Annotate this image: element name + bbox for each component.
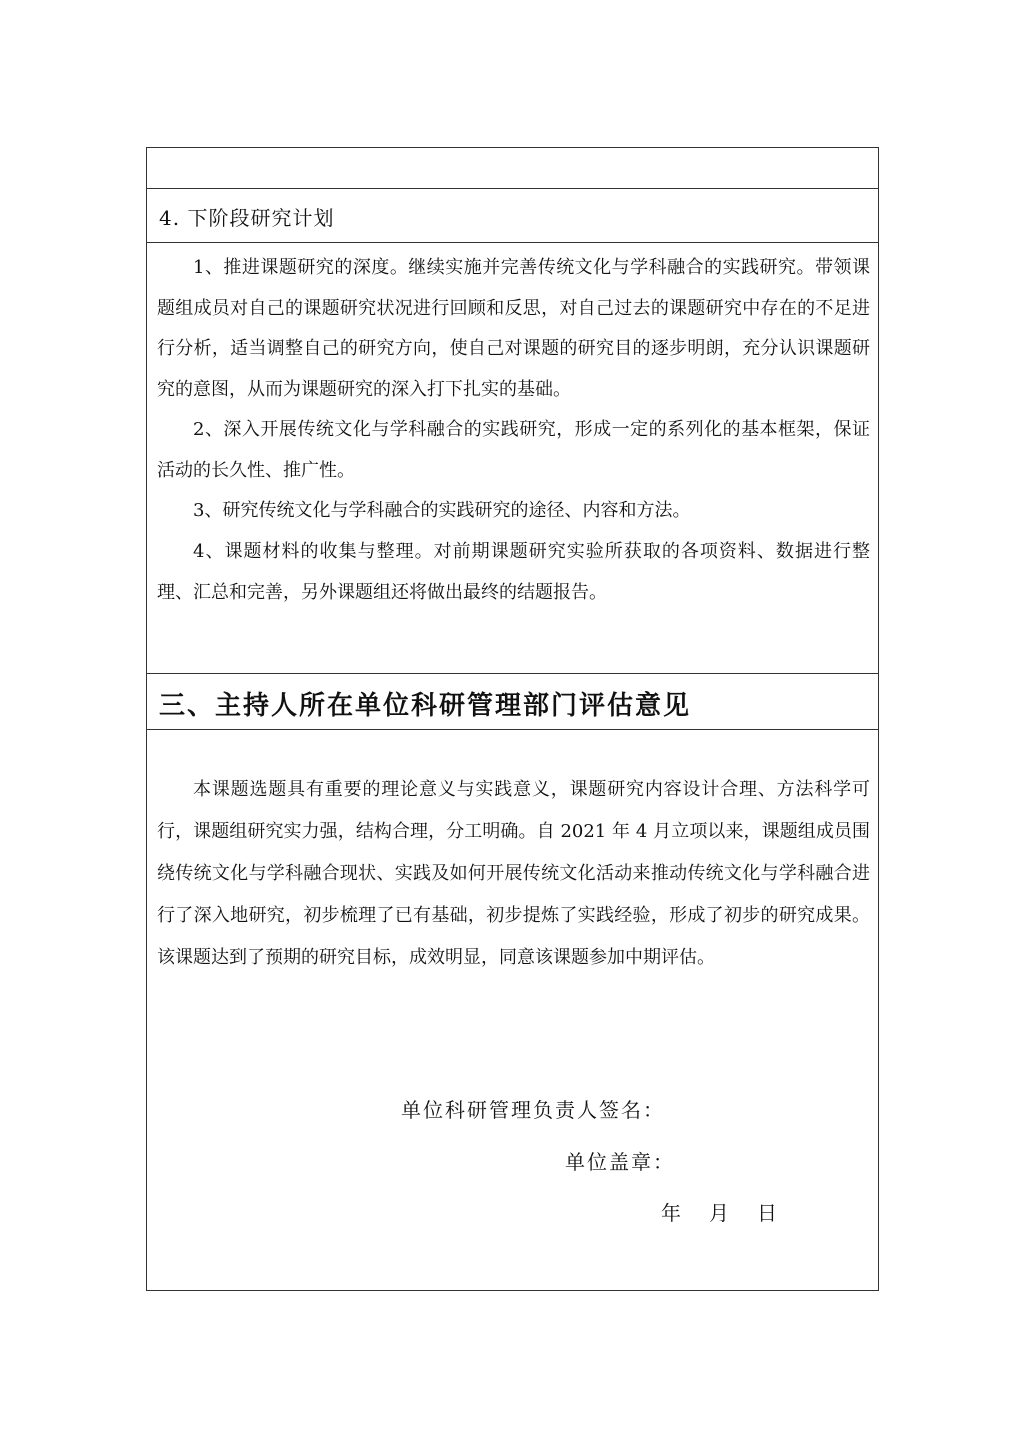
stamp-label: 单位盖章：: [565, 1150, 675, 1174]
plan-item-4: 4、课题材料的收集与整理。对前期课题研究实验所获取的各项资料、数据进行整理、汇总和完善，另外课题组还将做出最终的结题报告。: [157, 541, 870, 603]
plan-heading: 4. 下阶段研究计划: [159, 206, 335, 230]
date-year: 年: [661, 1201, 683, 1225]
plan-item-3: 3、研究传统文化与学科融合的实践研究的途径、内容和方法。: [193, 500, 691, 521]
signature-label: 单位科研管理负责人签名：: [401, 1098, 665, 1122]
date-line: [661, 1197, 805, 1226]
plan-body: [147, 242, 878, 673]
plan-item-1: 1、推进课题研究的深度。继续实施并完善传统文化与学科融合的实践研究。带领课题组成员对自己的课题研究状况进行回顾和反思，对自己过去的课题研究中存在的不足进行分析，适当调整自己的研究方向，使自己对课题的研究目的逐步明朗，充分认识课题研究的意图，从而为课题研究的深入打下扎实的基础。: [157, 257, 870, 400]
evaluation-body: [147, 729, 878, 1292]
date-day: 日: [757, 1201, 779, 1225]
evaluation-section-title: 三、主持人所在单位科研管理部门评估意见: [159, 691, 692, 721]
report-form-table: [146, 147, 879, 1291]
evaluation-opinion: 本课题选题具有重要的理论意义与实践意义，课题研究内容设计合理、方法科学可行，课题组研究实力强，结构合理，分工明确。自 2021 年 4 月立项以来，课题组成员围绕传统文化与学科融合现状、实践及如何开展传统文化活动来推动传统文化与学科融合进行了深入地研究，初步梳理了已有基础，初步提炼了实践经验，形成了初步的研究成果。该课题达到了预期的研究目标，成效明显，同意该课题参加中期评估。: [157, 779, 870, 968]
plan-heading-row: [147, 188, 878, 242]
plan-item-2: 2、深入开展传统文化与学科融合的实践研究，形成一定的系列化的基本框架，保证活动的长久性、推广性。: [157, 419, 870, 481]
date-month: 月: [709, 1201, 731, 1225]
evaluation-title-row: [147, 673, 878, 729]
empty-top-row: [147, 148, 878, 188]
